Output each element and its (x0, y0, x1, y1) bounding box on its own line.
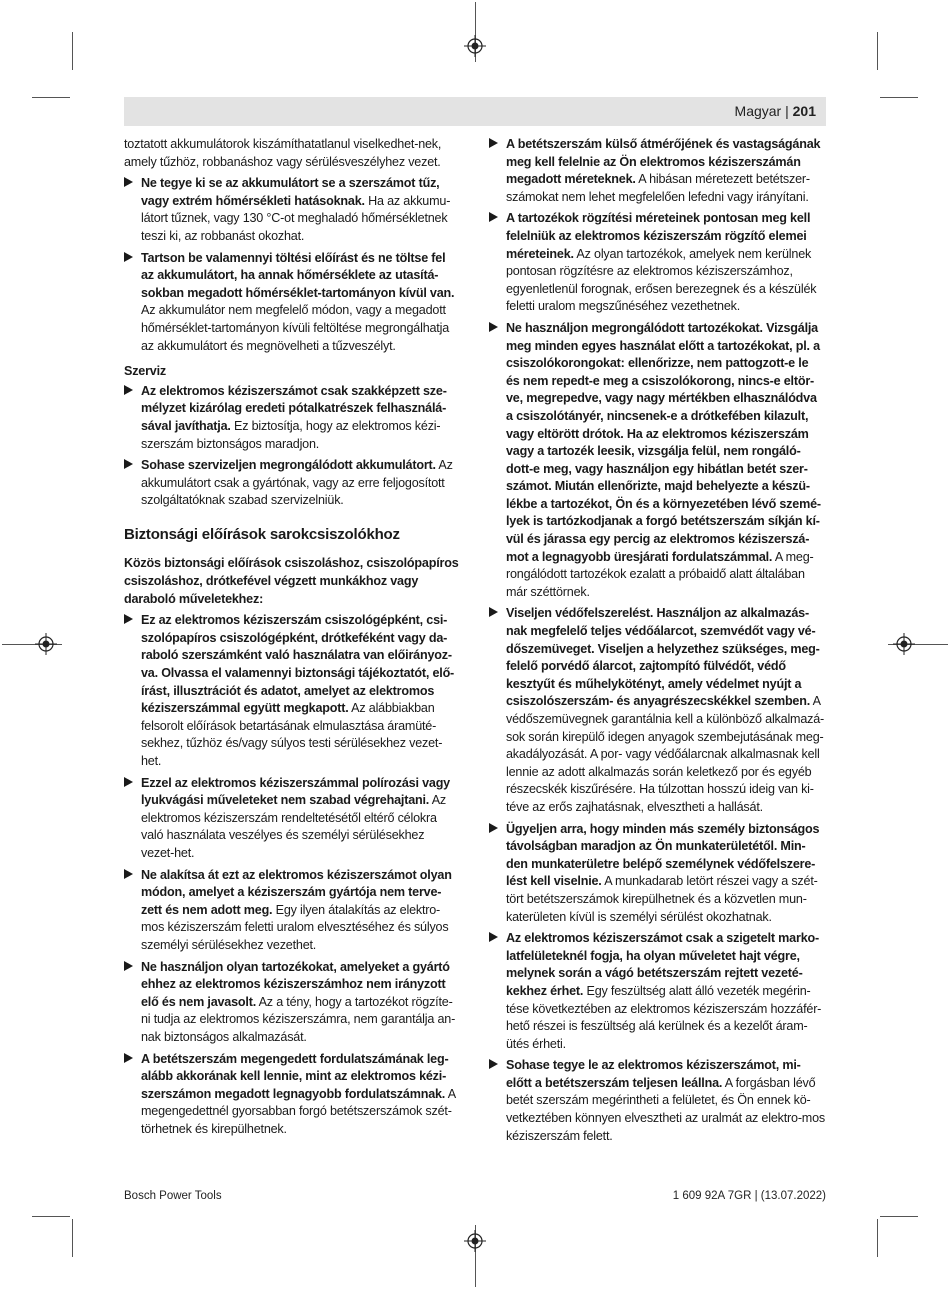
bullet-bold-text: Az elektromos kéziszerszámot csak szakképzett sze-mélyzet kizárólag eredeti pótalkatrészek felhasználá-sával javíthatja. (141, 383, 447, 433)
bullet-arrow-icon (124, 459, 133, 469)
crop-mark (32, 1216, 70, 1217)
crop-mark (877, 1219, 878, 1257)
service-heading: Szerviz (124, 364, 167, 379)
bullet-list (489, 136, 825, 1145)
bullet-body-text: A meg-rongálódott tartozékok ezalatt a próbaidő alatt általában már széttörnek. (506, 549, 814, 599)
bullet-bold-text: A betétszerszám külső átmérőjének és vastagságának meg kell felelnie az Ön elektromos kéziszerszámán megadott méreteknek. (506, 137, 821, 187)
bullet-item (124, 1051, 460, 1139)
bullet-body-text: Az a tény, hogy a tartozékot rögzíte-ni tudja az elektromos kéziszerszámra, nem garantálja an-nak biztonságos alkalmazását. (141, 994, 456, 1044)
bullet-body-text: Az alábbiakban felsorolt előírások betartásának elmulasztása áramüté-sekhez, tűzhöz és/vagy súlyos testi sérülésekhez vezet-het. (141, 701, 443, 768)
header-label (735, 103, 816, 119)
bullet-bold-text: A tartozékok rögzítési méreteinek pontosan meg kell felelniük az elektromos kéziszerszám rögzítő elemei méreteinek. (506, 211, 811, 261)
header-language: Magyar (734, 103, 782, 119)
bullet-bold-text: Sohase tegye le az elektromos kéziszerszámot, mi-előtt a betétszerszám teljesen leállna. (506, 1058, 801, 1090)
page-number: 201 (792, 103, 816, 119)
bullet-bold-text: Ez az elektromos kéziszerszám csiszológépként, csi-szolópapíros csiszológépként, drótkeféként vagy da-raboló szerszámként való használatra van előirányoz-va. Olvassa el valamennyi biztonsági tájékoztatót, elő-írást, illusztrációt és adatot, amelyet az elektromos kéziszerszámmal együtt megkapott. (141, 613, 455, 716)
bullet-arrow-icon (489, 138, 498, 148)
bullet-arrow-icon (489, 1059, 498, 1069)
bullet-bold-text: Ne használjon olyan tartozékokat, amelyeket a gyártó ehhez az elektromos kéziszerszámhoz nem irányzott elő és nem javasolt. (141, 959, 450, 1009)
registration-mark-icon (464, 35, 486, 57)
crop-mark (32, 97, 70, 98)
bullet-bold-text: Ezzel az elektromos kéziszerszámmal polírozási vagy lyukvágási műveleteket nem szabad végrehajtani. (141, 775, 450, 808)
bullet-list (124, 612, 460, 1138)
bullet-item (489, 1057, 825, 1145)
bullet-arrow-icon (489, 322, 498, 332)
bullet-item (124, 867, 460, 955)
registration-mark-icon (464, 1230, 486, 1252)
bullet-bold-text: Sohase szervizeljen megrongálódott akkumulátort. (141, 458, 436, 473)
bullet-arrow-icon (124, 869, 133, 879)
bullet-item (124, 175, 460, 245)
bullet-bold-text: Az elektromos kéziszerszámot csak a szigetelt marko-latfelületeknél fogja, ha olyan műveletet hajt végre, melynek során a vágó betétszerszám rejtett vezeté-kekhez érhet. (506, 931, 819, 998)
right-column (489, 136, 825, 1149)
bullet-body-text: Egy ilyen átalakítás az elektro-mos kéziszerszám feletti uralom elvesztéséhez és súlyos személyi sérülésekhez vezethet. (141, 902, 449, 952)
bullet-item (124, 612, 460, 770)
bullet-item (124, 457, 460, 510)
bullet-arrow-icon (124, 385, 133, 395)
bullet-body-text: Az olyan tartozékok, amelyek nem kerülnek pontosan rögzítésre az elektromos kéziszerszámhoz, egyenletlenül forognak, erősen berezegnek és a készülék feletti uralom megszűnéséhez vezethetnek. (506, 246, 817, 314)
section-title: Biztonsági előírások sarokcsiszolókhoz (124, 525, 400, 543)
bullet-item (489, 605, 825, 816)
bullet-bold-text: A betétszerszám megengedett fordulatszámának leg-alább akkorának kell lennie, mint az elektromos kézi-szerszámon megadott legnagyobb fordulatszámnak. (141, 1051, 449, 1101)
page-header (124, 97, 826, 126)
crop-mark (880, 97, 918, 98)
bullet-bold-text: Tartson be valamennyi töltési előírást és ne töltse fel az akkumulátort, ha annak hőmérséklete az utasítá-sokban megadott hőmérséklet-tartományon kívül van. (141, 250, 455, 300)
bullet-body-text: A megengedettnél gyorsabban forgó betétszerszámok szét-törhetnek és kirepülhetnek. (141, 1086, 456, 1136)
bullet-bold-text: Ne alakítsa át ezt az elektromos kéziszerszámot olyan módon, amelyet a kéziszerszám gyártója nem terve-zett és nem adott meg. (141, 867, 452, 917)
bullet-body-text: A hibásan méretezett betétszer-számokat nem lehet megfelelően lefedni vagy irányítani. (506, 172, 810, 204)
continuation-text: toztatott akkumulátorok kiszámíthatatlanul viselkedhet-nek, amely tűzhöz, robbanáshoz vagy sérülésveszélyhez vezet. (124, 137, 442, 169)
bullet-arrow-icon (124, 961, 133, 971)
bullet-bold-text: Viseljen védőfelszerelést. Használjon az alkalmazás-nak megfelelő teljes védőálarcot, szemvédőt vagy vé-dőszemüveget. Viseljen a helyzethez szükséges, meg-felelő porvédő álarcot, zajtompító fülvédőt, védő kesztyűt és műhelykötényt, amely védelmet nyújt a csiszolószerszám- és anyagrészecskékkel szemben. (506, 606, 820, 709)
bullet-arrow-icon (124, 177, 133, 187)
bullet-arrow-icon (124, 777, 133, 787)
bullet-body-text: A munkadarab letört részei vagy a szét-tört betétszerszámok kirepülhetnek és a közvetlen mun-katerületen kívül is személyi sérülést okozhatnak. (506, 874, 818, 924)
bullet-item (124, 959, 460, 1047)
registration-mark-icon (893, 633, 915, 655)
bullet-arrow-icon (489, 212, 498, 222)
footer-brand: Bosch Power Tools (124, 1190, 222, 1202)
bullet-item (489, 210, 825, 316)
crop-mark (877, 32, 878, 70)
bullet-body-text: Egy feszültség alatt álló vezeték megérin-tése következtében az elektromos kéziszerszám hozzáfér-hető részei is feszültség alá kerülnek és a kezelőt áram-ütés érheti. (506, 983, 822, 1051)
bullet-body-text: Az akkumulátort csak a gyártónak, vagy az erre feljogosított szolgáltatóknak szabad szervizelniük. (141, 458, 453, 508)
bullet-arrow-icon (124, 614, 133, 624)
bullet-item (489, 930, 825, 1053)
crop-mark (880, 1216, 918, 1217)
bullet-body-text: Ez biztosítja, hogy az elektromos kézi-szerszám biztonságos maradjon. (141, 418, 441, 451)
left-column (124, 136, 460, 1142)
bullet-bold-text: Ügyeljen arra, hogy minden más személy biztonságos távolságban maradjon az Ön munkaterületétől. Min-den munkaterületre belépő személynek védőfelszere-lést kell viselnie. (506, 821, 820, 889)
crop-mark (72, 1219, 73, 1257)
crop-mark (72, 32, 73, 70)
bullet-list (124, 383, 460, 510)
bullet-body-text: Ha az akkumu-látort tűznek, vagy 130 °C-ot meghaladó hőmérsékletnek teszi ki, az robbanást okozhat. (141, 193, 451, 243)
bullet-item (124, 383, 460, 453)
footer-doc-id: 1 609 92A 7GR | (13.07.2022) (672, 1190, 826, 1202)
bullet-body-text: Az akkumulátor nem megfelelő módon, vagy a megadott hőmérséklet-tartományon kívüli feltöltése megrongálhatja az akkumulátort és megnövelheti a tűzveszélyt. (141, 303, 450, 353)
bullet-arrow-icon (124, 252, 133, 262)
bullet-body-text: A forgásban lévő betét szerszám megérintheti a felületet, és Ön ennek kö-vetkeztében könnyen elvesztheti az uralmát az elektro-mos kéziszerszám felett. (506, 1075, 826, 1143)
header-separator: | (785, 103, 789, 119)
bullet-list (124, 175, 460, 355)
bullet-arrow-icon (124, 1053, 133, 1063)
bullet-item (489, 821, 825, 927)
bullet-body-text: A védőszemüvegnek garantálnia kell a különböző alkalmazá-sok során kirepülő idegen anyagok szembejutásának meg-akadályozását. A por- vagy védőálarcnak alkalmasnak kell lennie az adott alkalmazás során keletkező por és egyéb részecskék kiszűrésére. Ha túlzottan hosszú ideig van ki-téve az erős zajhatásnak, elvesztheti a hallását. (506, 694, 825, 814)
intro-text: Közös biztonsági előírások csiszoláshoz, csiszolópapíros csiszoláshoz, drótkefével végzett munkákhoz vagy daraboló műveletekhez: (124, 556, 459, 606)
registration-mark-icon (35, 633, 57, 655)
bullet-item (489, 320, 825, 602)
bullet-body-text: Az elektromos kéziszerszám rendeltetésétől eltérő célokra való használata veszélyes és személyi sérülésekhez vezet-het. (141, 793, 446, 860)
bullet-arrow-icon (489, 607, 498, 617)
bullet-bold-text: Ne tegye ki se az akkumulátort se a szerszámot tűz, vagy extrém hőmérsékleti hatásoknak. (141, 176, 440, 208)
bullet-item (124, 250, 460, 356)
bullet-item (489, 136, 825, 206)
bullet-item (124, 775, 460, 863)
bullet-arrow-icon (489, 823, 498, 833)
bullet-bold-text: Ne használjon megrongálódott tartozékokat. Vizsgálja meg minden egyes használat előtt a tartozékokat, pl. a csiszolókorongokat: ellenőrizze, nem pattogzott-e le és nem repedt-e meg a csiszolókorong, nincs-e eltör-ve, megrepedve, vagy nagy mértékben elhasználódva a csiszolótányér, nincsenek-e a drótkefében kilazult, vagy eltörött drótok. Ha az elektromos kéziszerszám vagy a tartozék leesik, vizsgálja felül, nem rongáló-dott-e meg, vagy használjon egy hibátlan betét szer-számot. Miután ellenőrizte, majd behelyezte a készü-lékbe a tartozékot, Ön és a környezetében lévő szemé-lyek is tartózkodjanak a forgó betétszerszám síkján kí-vül és járassa egy percig az elektromos kéziszerszá-mot a legnagyobb üresjárati fordulatszámmal. (506, 320, 821, 564)
bullet-arrow-icon (489, 932, 498, 942)
